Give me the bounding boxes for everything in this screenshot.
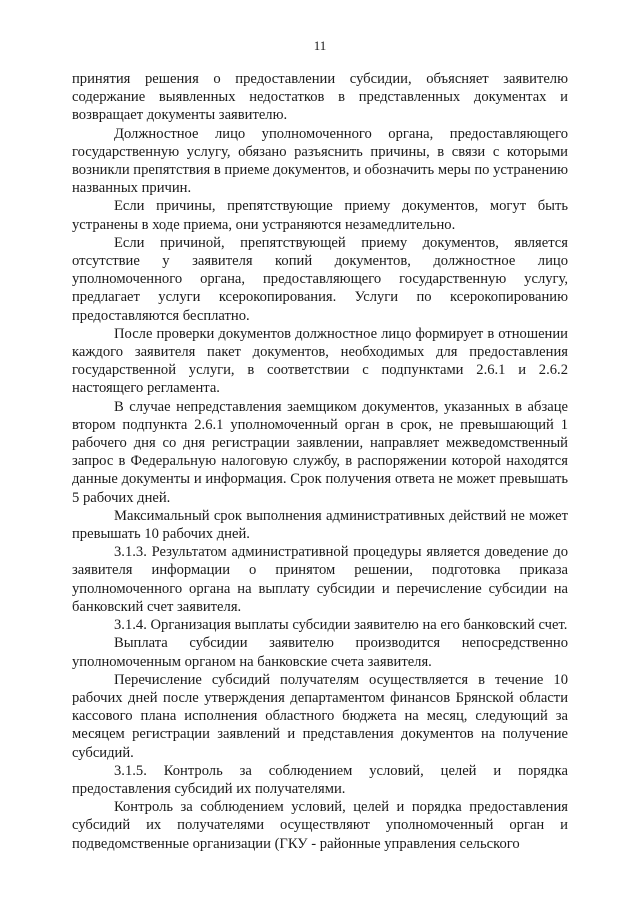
paragraph-3-1-4: 3.1.4. Организация выплаты субсидии заявителю на его банковский счет. — [114, 617, 568, 634]
paragraph-3-1-3: 3.1.3. Результатом административной процедуры является доведение до заявителя информации о принятом решении, подготовка приказа уполномоченного органа на выплату субсидии и перечисление субсидии на банковский счет заявителя. — [72, 544, 568, 615]
paragraph-control: Контроль за соблюдением условий, целей и порядка предоставления субсидий их получателями осуществляют уполномоченный орган и подведомственные организации (ГКУ - районные управления сельского — [72, 799, 568, 852]
paragraph-max-term: Максимальный срок выполнения административных действий не может превышать 10 рабочих дней. — [72, 507, 568, 543]
page-number: 11 — [313, 38, 327, 53]
paragraph-payment: Выплата субсидии заявителю производится непосредственно уполномоченным органом на банковские счета заявителя. — [72, 635, 568, 670]
paragraph-interagency-request: В случае непредставления заемщиком документов, указанных в абзаце втором подпункта 2.6.1 уполномоченный орган в срок, не превышающий 1 рабочего дня со дня регистрации заявлении, направляет межведомственный запрос в Федеральную налоговую службу, в распоряжении которой находятся данные документы и информация. Срок получения ответа не может превышать 5 рабочих дней. — [72, 398, 568, 506]
paragraph-document-package: После проверки документов должностное лицо формирует в отношении каждого заявителя пакет документов, необходимых для предоставления государственной услуги, в соответствии с подпунктами 2.6.1 и 2.6.2 настоящего регламента. — [72, 325, 568, 397]
paragraph-transfer: Перечисление субсидий получателям осуществляется в течение 10 рабочих дней после утверждения департаментом финансов Брянской области кассового плана исполнения областного бюджета на месяц, следующий за месяцем регистрации заявлений и представления документов на получение субсидий. — [72, 671, 568, 761]
document-body — [72, 70, 568, 853]
paragraph-immediate-fix: Если причины, препятствующие приему документов, могут быть устранены в ходе приема, они устраняются незамедлительно. — [72, 198, 568, 233]
paragraph-continuation: принятия решения о предоставлении субсидии, объясняет заявителю содержание выявленных недостатков в представленных документах и возвращает документы заявителю. — [72, 71, 568, 124]
paragraph-official-duty: Должностное лицо уполномоченного органа, предоставляющего государственную услугу, обязано разъяснить причины, в связи с которыми возникли препятствия в приеме документов, и обозначить меры по устранению названных причин. — [72, 125, 568, 197]
paragraph-copy-services: Если причиной, препятствующей приему документов, является отсутствие у заявителя копий документов, должностное лицо уполномоченного органа, предоставляющего государственную услугу, предлагает услуги ксерокопирования. Услуги по ксерокопированию предоставляются бесплатно. — [72, 234, 568, 324]
paragraph-3-1-5: 3.1.5. Контроль за соблюдением условий, целей и порядка предоставления субсидий их получателями. — [72, 762, 568, 797]
